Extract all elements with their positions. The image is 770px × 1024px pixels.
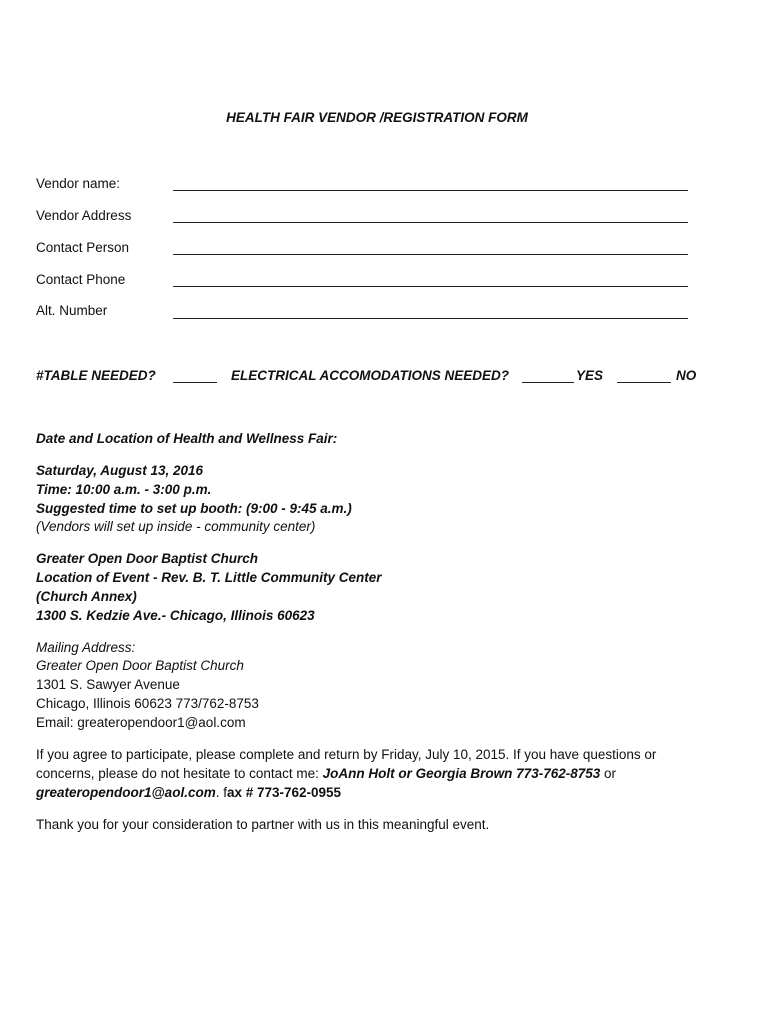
table-needed-label: #TABLE NEEDED? — [36, 368, 156, 383]
thanks-text: Thank you for your consideration to partner with us in this meaningful event. — [36, 817, 490, 832]
event-setup-time: Suggested time to set up booth: (9:00 - 9:45 a.m.) — [36, 501, 352, 516]
event-annex: (Church Annex) — [36, 589, 137, 604]
alt-number-field[interactable] — [173, 318, 688, 319]
form-title: HEALTH FAIR VENDOR /REGISTRATION FORM — [226, 110, 528, 125]
event-time: Time: 10:00 a.m. - 3:00 p.m. — [36, 482, 212, 497]
vendor-name-label: Vendor name: — [36, 176, 121, 191]
mailing-email: Email: greateropendoor1@aol.com — [36, 715, 246, 730]
instructions-line-1: If you agree to participate, please complete and return by Friday, July 10, 2015. If you have questions or — [36, 747, 657, 762]
table-needed-field[interactable] — [173, 382, 217, 383]
vendor-name-field[interactable] — [173, 190, 688, 191]
contact-person-label: Contact Person — [36, 240, 130, 255]
fax-number: ax # 773-762-0955 — [226, 785, 342, 800]
contact-phone-label: Contact Phone — [36, 272, 126, 287]
electrical-no-field[interactable] — [617, 382, 671, 383]
contact-names: JoAnn Holt or Georgia Brown 773-762-8753 — [322, 766, 601, 781]
event-location: Location of Event - Rev. B. T. Little Community Center — [36, 570, 382, 585]
instructions-line-2 — [36, 766, 616, 781]
event-heading: Date and Location of Health and Wellness Fair: — [36, 431, 338, 446]
vendor-address-field[interactable] — [173, 222, 688, 223]
mailing-city-phone: Chicago, Illinois 60623 773/762-8753 — [36, 696, 259, 711]
event-date: Saturday, August 13, 2016 — [36, 463, 204, 478]
contact-person-field[interactable] — [173, 254, 688, 255]
event-setup-note: (Vendors will set up inside - community center) — [36, 519, 316, 534]
yes-label: YES — [576, 368, 604, 383]
no-label: NO — [676, 368, 697, 383]
event-host: Greater Open Door Baptist Church — [36, 551, 259, 566]
mailing-heading: Mailing Address: — [36, 640, 136, 655]
mailing-street: 1301 S. Sawyer Avenue — [36, 677, 180, 692]
contact-phone-field[interactable] — [173, 286, 688, 287]
alt-number-label: Alt. Number — [36, 303, 108, 318]
instructions-separator: . f — [215, 785, 227, 800]
event-address: 1300 S. Kedzie Ave.- Chicago, Illinois 60623 — [36, 608, 315, 623]
instructions-line-2-start: concerns, please do not hesitate to contact me: — [36, 766, 323, 781]
mailing-name: Greater Open Door Baptist Church — [36, 658, 244, 673]
electrical-label: ELECTRICAL ACCOMODATIONS NEEDED? — [231, 368, 510, 383]
instructions-line-2-end: or — [600, 766, 617, 781]
instructions-line-3 — [36, 785, 341, 800]
electrical-yes-field[interactable] — [522, 382, 574, 383]
vendor-address-label: Vendor Address — [36, 208, 132, 223]
contact-email: greateropendoor1@aol.com — [36, 785, 216, 800]
